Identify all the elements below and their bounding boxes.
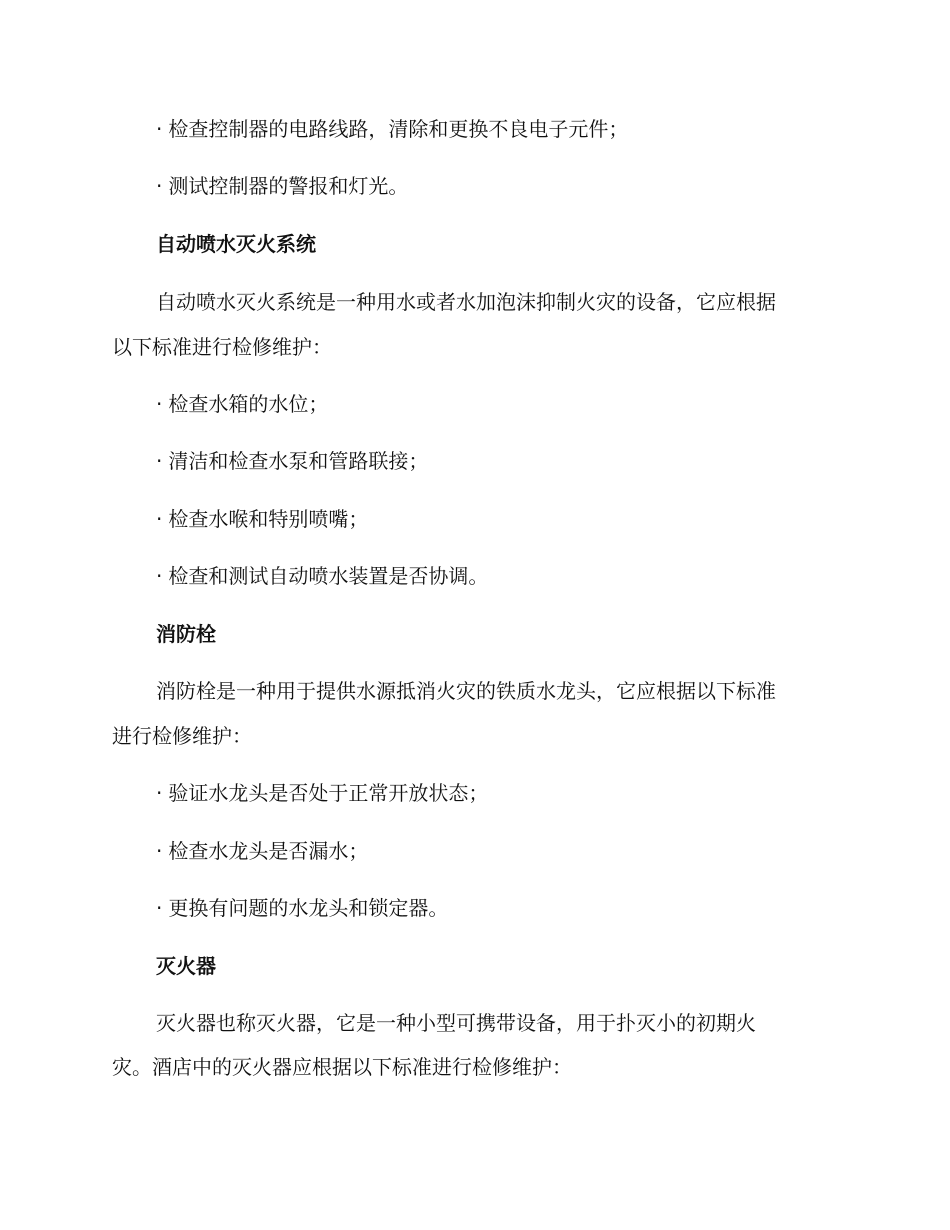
- list-item: [156, 779, 488, 807]
- paragraph-line: 进行检修维护：: [112, 724, 252, 748]
- list-item: [156, 172, 408, 200]
- bullet-dot: ·: [156, 117, 163, 141]
- bullet-dot: ·: [156, 449, 163, 473]
- list-item: [156, 115, 628, 143]
- bullet-dot: ·: [156, 507, 163, 531]
- list-item-text: 更换有问题的水龙头和锁定器。: [168, 896, 449, 920]
- bullet-dot: ·: [156, 896, 163, 920]
- list-item-text: 清洁和检查水泵和管路联接；: [168, 449, 429, 473]
- list-item-text: 检查控制器的电路线路，清除和更换不良电子元件；: [168, 117, 629, 141]
- paragraph-line: 消防栓是一种用于提供水源抵消火灾的铁质水龙头，它应根据以下标准: [156, 679, 776, 703]
- list-item: [156, 894, 448, 922]
- list-item: [156, 505, 368, 533]
- bullet-dot: ·: [156, 174, 163, 198]
- section-heading-hydrant: 消防栓: [156, 622, 216, 646]
- list-item-text: 检查水箱的水位；: [168, 392, 329, 416]
- paragraph-line: 以下标准进行检修维护：: [112, 335, 332, 359]
- list-item-text: 验证水龙头是否处于正常开放状态；: [168, 781, 489, 805]
- bullet-dot: ·: [156, 781, 163, 805]
- list-item-text: 测试控制器的警报和灯光。: [168, 174, 409, 198]
- list-item: [156, 562, 488, 590]
- list-item: [156, 837, 368, 865]
- bullet-dot: ·: [156, 392, 163, 416]
- list-item-text: 检查水龙头是否漏水；: [168, 839, 369, 863]
- bullet-dot: ·: [156, 564, 163, 588]
- list-item-text: 检查水喉和特别喷嘴；: [168, 507, 369, 531]
- paragraph-line: 灾。酒店中的灭火器应根据以下标准进行检修维护：: [112, 1055, 572, 1079]
- paragraph-line: 灭火器也称灭火器，它是一种小型可携带设备，用于扑灭小的初期火: [156, 1011, 756, 1035]
- section-heading-sprinkler: 自动喷水灭火系统: [156, 232, 316, 256]
- section-heading-extinguisher: 灭火器: [156, 954, 216, 978]
- list-item-text: 检查和测试自动喷水装置是否协调。: [168, 564, 489, 588]
- paragraph-line: 自动喷水灭火系统是一种用水或者水加泡沫抑制火灾的设备，它应根据: [156, 290, 776, 314]
- bullet-dot: ·: [156, 839, 163, 863]
- list-item: [156, 447, 428, 475]
- list-item: [156, 390, 328, 418]
